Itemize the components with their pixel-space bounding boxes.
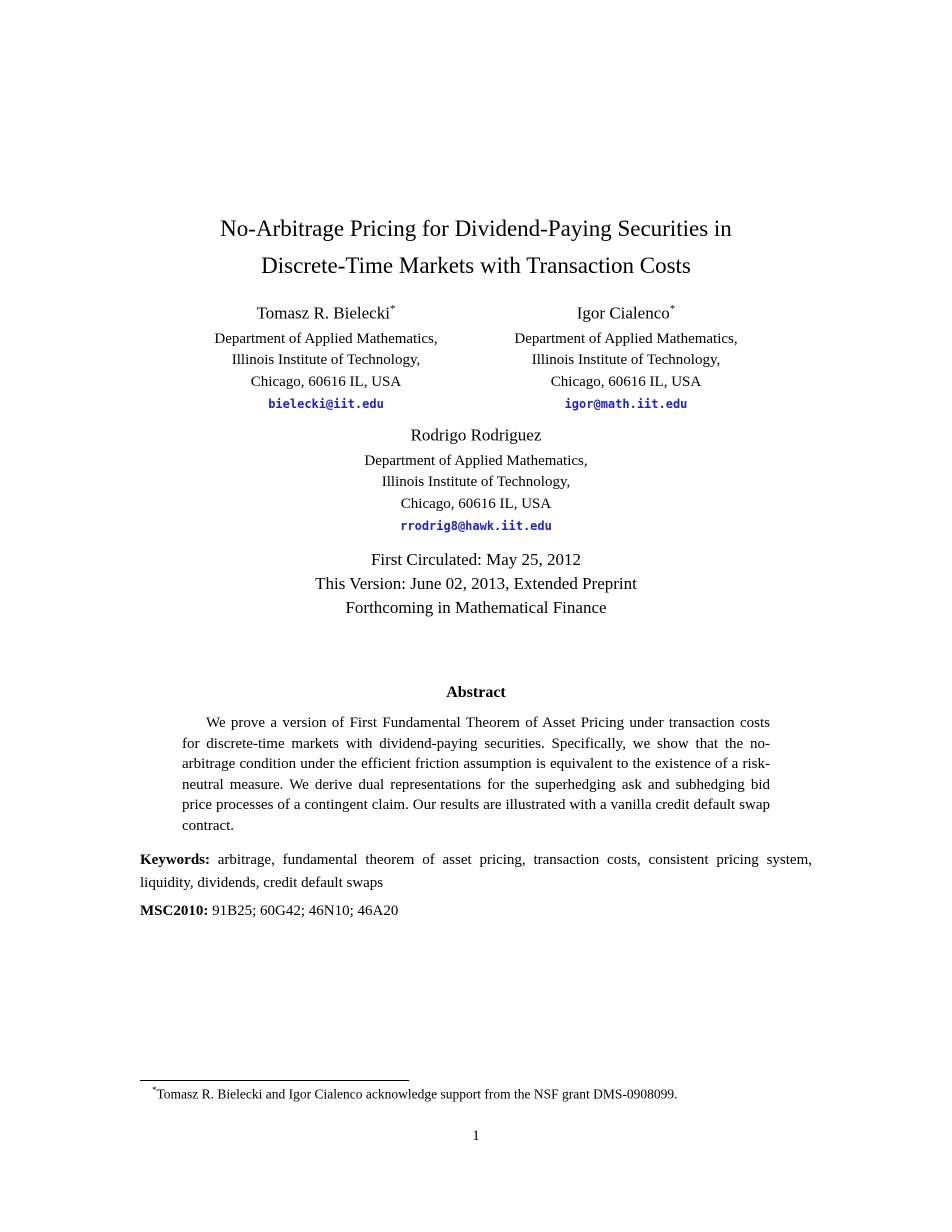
footnote-text	[140, 1085, 812, 1103]
author-block-rodriguez	[0, 425, 952, 535]
author-footnote-mark: *	[389, 303, 396, 315]
keywords-block	[140, 849, 812, 895]
author-institute: Illinois Institute of Technology,	[531, 352, 721, 369]
author-department: Department of Applied Mathematics,	[514, 330, 738, 347]
paper-title	[0, 210, 952, 284]
author-block-bielecki	[176, 303, 476, 413]
footnote-rule	[140, 1080, 409, 1081]
author-name-text: Igor Cialenco	[576, 303, 670, 323]
author-name	[176, 303, 476, 324]
author-name-text: Tomasz R. Bielecki	[256, 303, 390, 323]
author-email-link[interactable]: rrodrig8@hawk.iit.edu	[400, 519, 552, 534]
author-block-cialenco	[476, 303, 776, 413]
author-city: Chicago, 60616 IL, USA	[400, 495, 552, 512]
author-name-text: Rodrigo Rodriguez	[410, 425, 542, 445]
paper-title-line2: Discrete-Time Markets with Transaction Costs	[261, 253, 691, 278]
author-institute: Illinois Institute of Technology,	[381, 474, 571, 491]
version-dates	[0, 548, 952, 620]
abstract-heading: Abstract	[446, 684, 506, 701]
author-email-link[interactable]: igor@math.iit.edu	[564, 397, 688, 412]
this-version-line: This Version: June 02, 2013, Extended Preprint	[315, 574, 637, 593]
first-circulated-line: First Circulated: May 25, 2012	[370, 550, 582, 569]
author-department: Department of Applied Mathematics,	[364, 452, 588, 469]
author-email-link[interactable]: bielecki@iit.edu	[268, 397, 384, 412]
msc-label: MSC2010:	[140, 903, 209, 919]
author-name	[476, 303, 776, 324]
abstract-text: We prove a version of First Fundamental Theorem of Asset Pricing under transaction costs for discrete-time markets with dividend-paying securities. Specifically, we show that the no-arbitrage condition under the efficient friction assumption is equivalent to the existence of a risk-neutral measure. We derive dual representations for the superhedging ask and subhedging bid price processes of a contingent claim. Our results are illustrated with a vanilla credit default swap contract.	[182, 715, 770, 834]
author-footnote-mark: *	[669, 303, 676, 315]
author-city: Chicago, 60616 IL, USA	[550, 373, 702, 390]
keywords-text: arbitrage, fundamental theorem of asset pricing, transaction costs, consistent pricing system, liquidity, dividends, credit default swaps	[140, 852, 812, 891]
author-name	[0, 425, 952, 446]
page-number: 1	[472, 1128, 480, 1144]
keywords-label: Keywords:	[140, 852, 210, 868]
paper-title-line1: No-Arbitrage Pricing for Dividend-Paying Securities in	[220, 216, 732, 241]
author-institute: Illinois Institute of Technology,	[231, 352, 421, 369]
author-city: Chicago, 60616 IL, USA	[250, 373, 402, 390]
msc-block	[140, 903, 812, 920]
footnote-mark: *	[152, 1085, 157, 1095]
footnote-body: Tomasz R. Bielecki and Igor Cialenco acknowledge support from the NSF grant DMS-0908099.	[156, 1086, 678, 1102]
forthcoming-line: Forthcoming in Mathematical Finance	[345, 598, 607, 617]
author-department: Department of Applied Mathematics,	[214, 330, 438, 347]
authors-row	[176, 303, 776, 413]
msc-text: 91B25; 60G42; 46N10; 46A20	[208, 903, 399, 919]
